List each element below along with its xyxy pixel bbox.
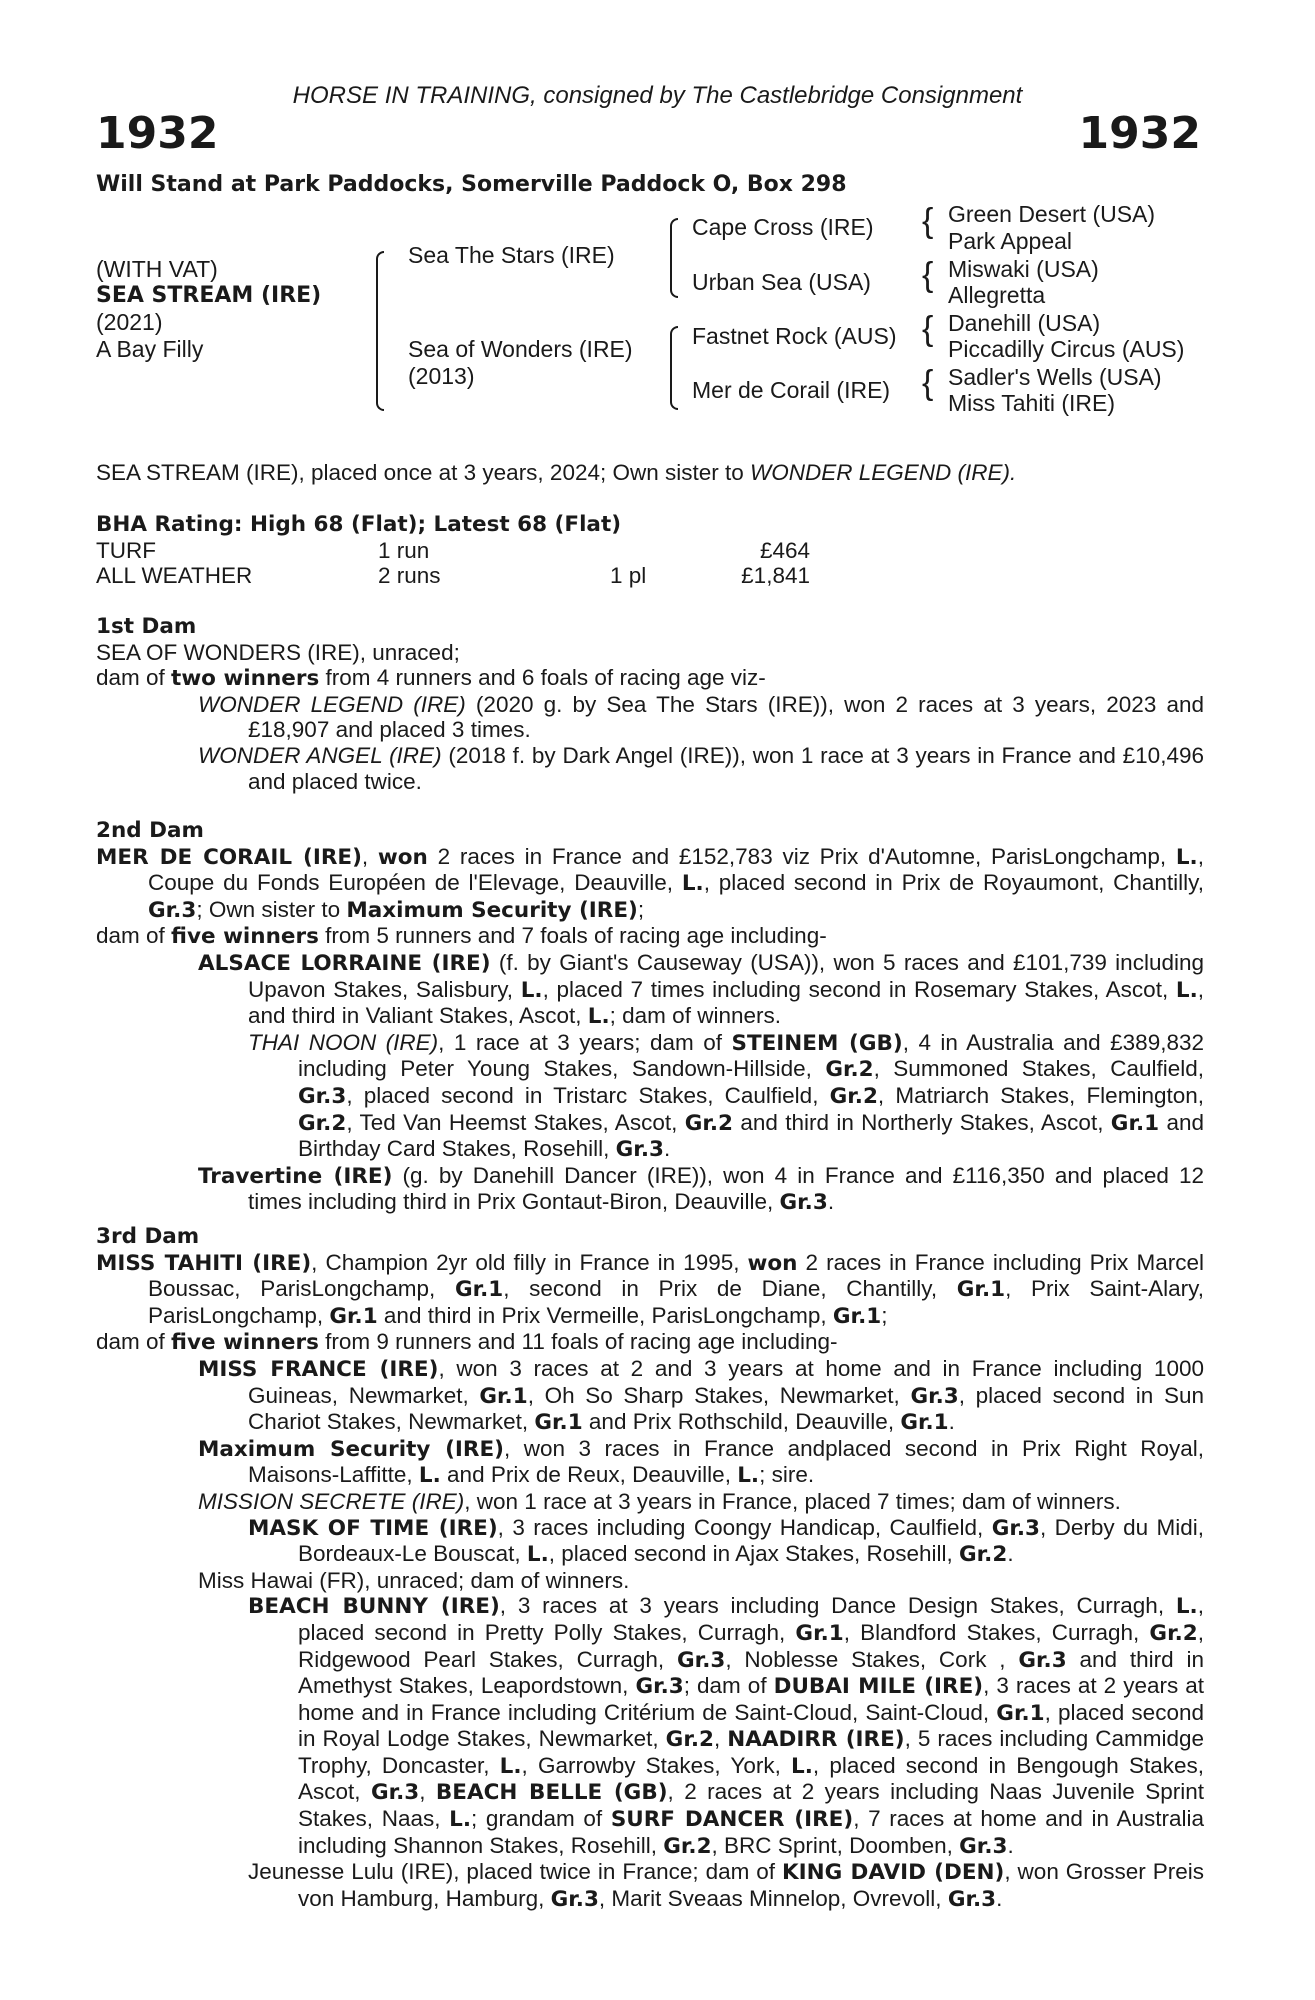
- sire-dam: Urban Sea (USA): [692, 269, 871, 295]
- dam-produce-summary: dam of five winners from 9 runners and 11 foals of racing age including-: [96, 1329, 838, 1356]
- horse-name: SEA STREAM (IRE): [96, 283, 322, 308]
- horse-year: (2021): [96, 309, 163, 335]
- produce-entry: MISS FRANCE (IRE), won 3 races at 2 and 3 years at home and in France including 1000 Guineas, Newmarket, Gr.1, Oh So Sharp Stakes, Newmarket, Gr.3, placed second in Sun Chariot Stakes, Newmarket, Gr.1 and Prix Rothschild, Deauville, Gr.1.: [198, 1355, 1204, 1436]
- dd-sire: Sadler's Wells (USA): [948, 364, 1162, 390]
- third-dam-section: [96, 1224, 1204, 1912]
- section-heading: 1st Dam: [96, 614, 197, 639]
- section-heading: 3rd Dam: [96, 1224, 200, 1249]
- own-sister-link: WONDER LEGEND (IRE).: [750, 460, 1017, 485]
- first-dam-section: [96, 614, 1204, 794]
- dam-line: MER DE CORAIL (IRE), won 2 races in France and £152,783 viz Prix d'Automne, ParisLongchamp, L., Coupe du Fonds Européen de l'Elevage, Deauville, L., placed second in Prix de Royaumont, Chantilly, Gr.3; Own sister to Maximum Security (IRE);: [96, 843, 1204, 923]
- section-heading: 2nd Dam: [96, 818, 204, 843]
- lot-number-right: 1932: [1078, 108, 1201, 159]
- produce-entry: BEACH BUNNY (IRE), 3 races at 3 years including Dance Design Stakes, Curragh, L., placed second in Pretty Polly Stakes, Curragh, Gr.1, Blandford Stakes, Curragh, Gr.2, Ridgewood Pearl Stakes, Curragh, Gr.3, Noblesse Stakes, Cork , Gr.3 and third in Amethyst Stakes, Leapordstown, Gr.3; dam of DUBAI MILE (IRE), 3 races at 2 years at home and in France including Critérium de Saint-Cloud, Saint-Cloud, Gr.1, placed second in Royal Lodge Stakes, Newmarket, Gr.2, NAADIRR (IRE), 5 races including Cammidge Trophy, Doncaster, L., Garrowby Stakes, York, L., placed second in Bengough Stakes, Ascot, Gr.3, BEACH BELLE (GB), 2 races at 2 years including Naas Juvenile Sprint Stakes, Naas, L.; grandam of SURF DANCER (IRE), 7 races at home and in Australia including Shannon Stakes, Rosehill, Gr.2, BRC Sprint, Doomben, Gr.3.: [248, 1593, 1205, 1859]
- race-record: [96, 512, 1204, 588]
- second-dam-section: [96, 818, 1204, 1216]
- stand-location: Will Stand at Park Paddocks, Somerville Paddock O, Box 298: [96, 172, 847, 197]
- race-record-table: [96, 538, 810, 588]
- lot-number-left: 1932: [96, 108, 219, 159]
- pedigree-brace-main: [376, 251, 384, 411]
- produce-entry: THAI NOON (IRE), 1 race at 3 years; dam of STEINEM (GB), 4 in Australia and £389,832 including Peter Young Stakes, Sandown-Hillside, Gr.2, Summoned Stakes, Caulfield, Gr.3, placed second in Tristarc Stakes, Caulfield, Gr.2, Matriarch Stakes, Flemington, Gr.2, Ted Van Heemst Stakes, Ascot, Gr.2 and third in Northerly Stakes, Ascot, Gr.1 and Birthday Card Stakes, Rosehill, Gr.3.: [248, 1029, 1205, 1163]
- brace-glyph: {: [922, 364, 934, 402]
- record-surface: TURF: [96, 537, 156, 563]
- dd-dam: Miss Tahiti (IRE): [948, 390, 1115, 416]
- sire-sire: Cape Cross (IRE): [692, 214, 874, 240]
- dam-year: (2013): [408, 363, 475, 389]
- produce-entry: WONDER ANGEL (IRE) (2018 f. by Dark Angel (IRE)), won 1 race at 3 years in France and £10,496 and placed twice.: [198, 742, 1204, 794]
- record-placed: 1 pl: [610, 562, 647, 588]
- dam-line: SEA OF WONDERS (IRE), unraced;: [96, 639, 460, 665]
- brace-glyph: {: [922, 310, 934, 348]
- horse-description: A Bay Filly: [96, 336, 204, 362]
- bha-rating: BHA Rating: High 68 (Flat); Latest 68 (Flat): [96, 512, 622, 537]
- dam-sire: Fastnet Rock (AUS): [692, 323, 897, 349]
- dam-produce-summary: dam of five winners from 5 runners and 7 foals of racing age including-: [96, 923, 827, 950]
- consignment-header: HORSE IN TRAINING, consigned by The Castlebridge Consignment: [292, 82, 1023, 109]
- produce-entry: ALSACE LORRAINE (IRE) (f. by Giant's Causeway (USA)), won 5 races and £101,739 including Upavon Stakes, Salisbury, L., placed 7 times including second in Rosemary Stakes, Ascot, L., and third in Valiant Stakes, Ascot, L.; dam of winners.: [198, 949, 1205, 1030]
- vat-note: (WITH VAT): [96, 256, 218, 282]
- ds-sire: Danehill (USA): [948, 310, 1101, 336]
- produce-entry: Miss Hawai (FR), unraced; dam of winners.: [198, 1567, 630, 1593]
- dam-produce-summary: dam of two winners from 4 runners and 6 foals of racing age viz-: [96, 665, 766, 692]
- ss-dam: Park Appeal: [948, 228, 1073, 254]
- produce-entry: Maximum Security (IRE), won 3 races in France andplaced second in Prix Right Royal, Maisons-Laffitte, L. and Prix de Reux, Deauville, L.; sire.: [198, 1435, 1205, 1489]
- record-earnings: £464: [759, 537, 810, 563]
- dam-dam: Mer de Corail (IRE): [692, 377, 891, 403]
- table-row: [96, 538, 810, 563]
- produce-entry: Travertine (IRE) (g. by Danehill Dancer (IRE)), won 4 in France and £116,350 and placed 12 times including third in Prix Gontaut-Biron, Deauville, Gr.3.: [198, 1162, 1204, 1216]
- brace-glyph: {: [922, 256, 934, 294]
- produce-entry: MISSION SECRETE (IRE), won 1 race at 3 years in France, placed 7 times; dam of winners.: [198, 1488, 1121, 1514]
- record-earnings: £1,841: [741, 562, 810, 588]
- sd-dam: Allegretta: [948, 282, 1046, 308]
- sire: Sea The Stars (IRE): [408, 242, 615, 268]
- summary-line: [96, 460, 1204, 486]
- pedigree-brace-dam: [670, 326, 678, 410]
- record-runs: 2 runs: [378, 562, 441, 588]
- produce-entry: MASK OF TIME (IRE), 3 races including Coongy Handicap, Caulfield, Gr.3, Derby du Midi, Bordeaux-Le Bouscat, L., placed second in Ajax Stakes, Rosehill, Gr.2.: [248, 1514, 1204, 1568]
- pedigree-brace-sire: [670, 218, 678, 298]
- record-placed: [610, 538, 710, 563]
- table-row: [96, 563, 810, 588]
- record-runs: 1 run: [378, 537, 430, 563]
- summary-text: SEA STREAM (IRE), placed once at 3 years, 2024; Own sister to: [96, 460, 751, 485]
- ss-sire: Green Desert (USA): [948, 201, 1156, 227]
- ds-dam: Piccadilly Circus (AUS): [948, 336, 1185, 362]
- produce-entry: WONDER LEGEND (IRE) (2020 g. by Sea The Stars (IRE)), won 2 races at 3 years, 2023 and £18,907 and placed 3 times.: [198, 691, 1205, 743]
- dam: Sea of Wonders (IRE): [408, 336, 633, 362]
- produce-entry: Jeunesse Lulu (IRE), placed twice in France; dam of KING DAVID (DEN), won Grosser Preis von Hamburg, Hamburg, Gr.3, Marit Sveaas Minnelop, Ovrevoll, Gr.3.: [248, 1859, 1204, 1912]
- sd-sire: Miswaki (USA): [948, 256, 1099, 282]
- record-surface: ALL WEATHER: [96, 562, 253, 588]
- dam-line: MISS TAHITI (IRE), Champion 2yr old filly in France in 1995, won 2 races in France including Prix Marcel Boussac, ParisLongchamp, Gr.1, second in Prix de Diane, Chantilly, Gr.1, Prix Saint-Alary, ParisLongchamp, Gr.1 and third in Prix Vermeille, ParisLongchamp, Gr.1;: [96, 1249, 1205, 1329]
- brace-glyph: {: [922, 202, 934, 240]
